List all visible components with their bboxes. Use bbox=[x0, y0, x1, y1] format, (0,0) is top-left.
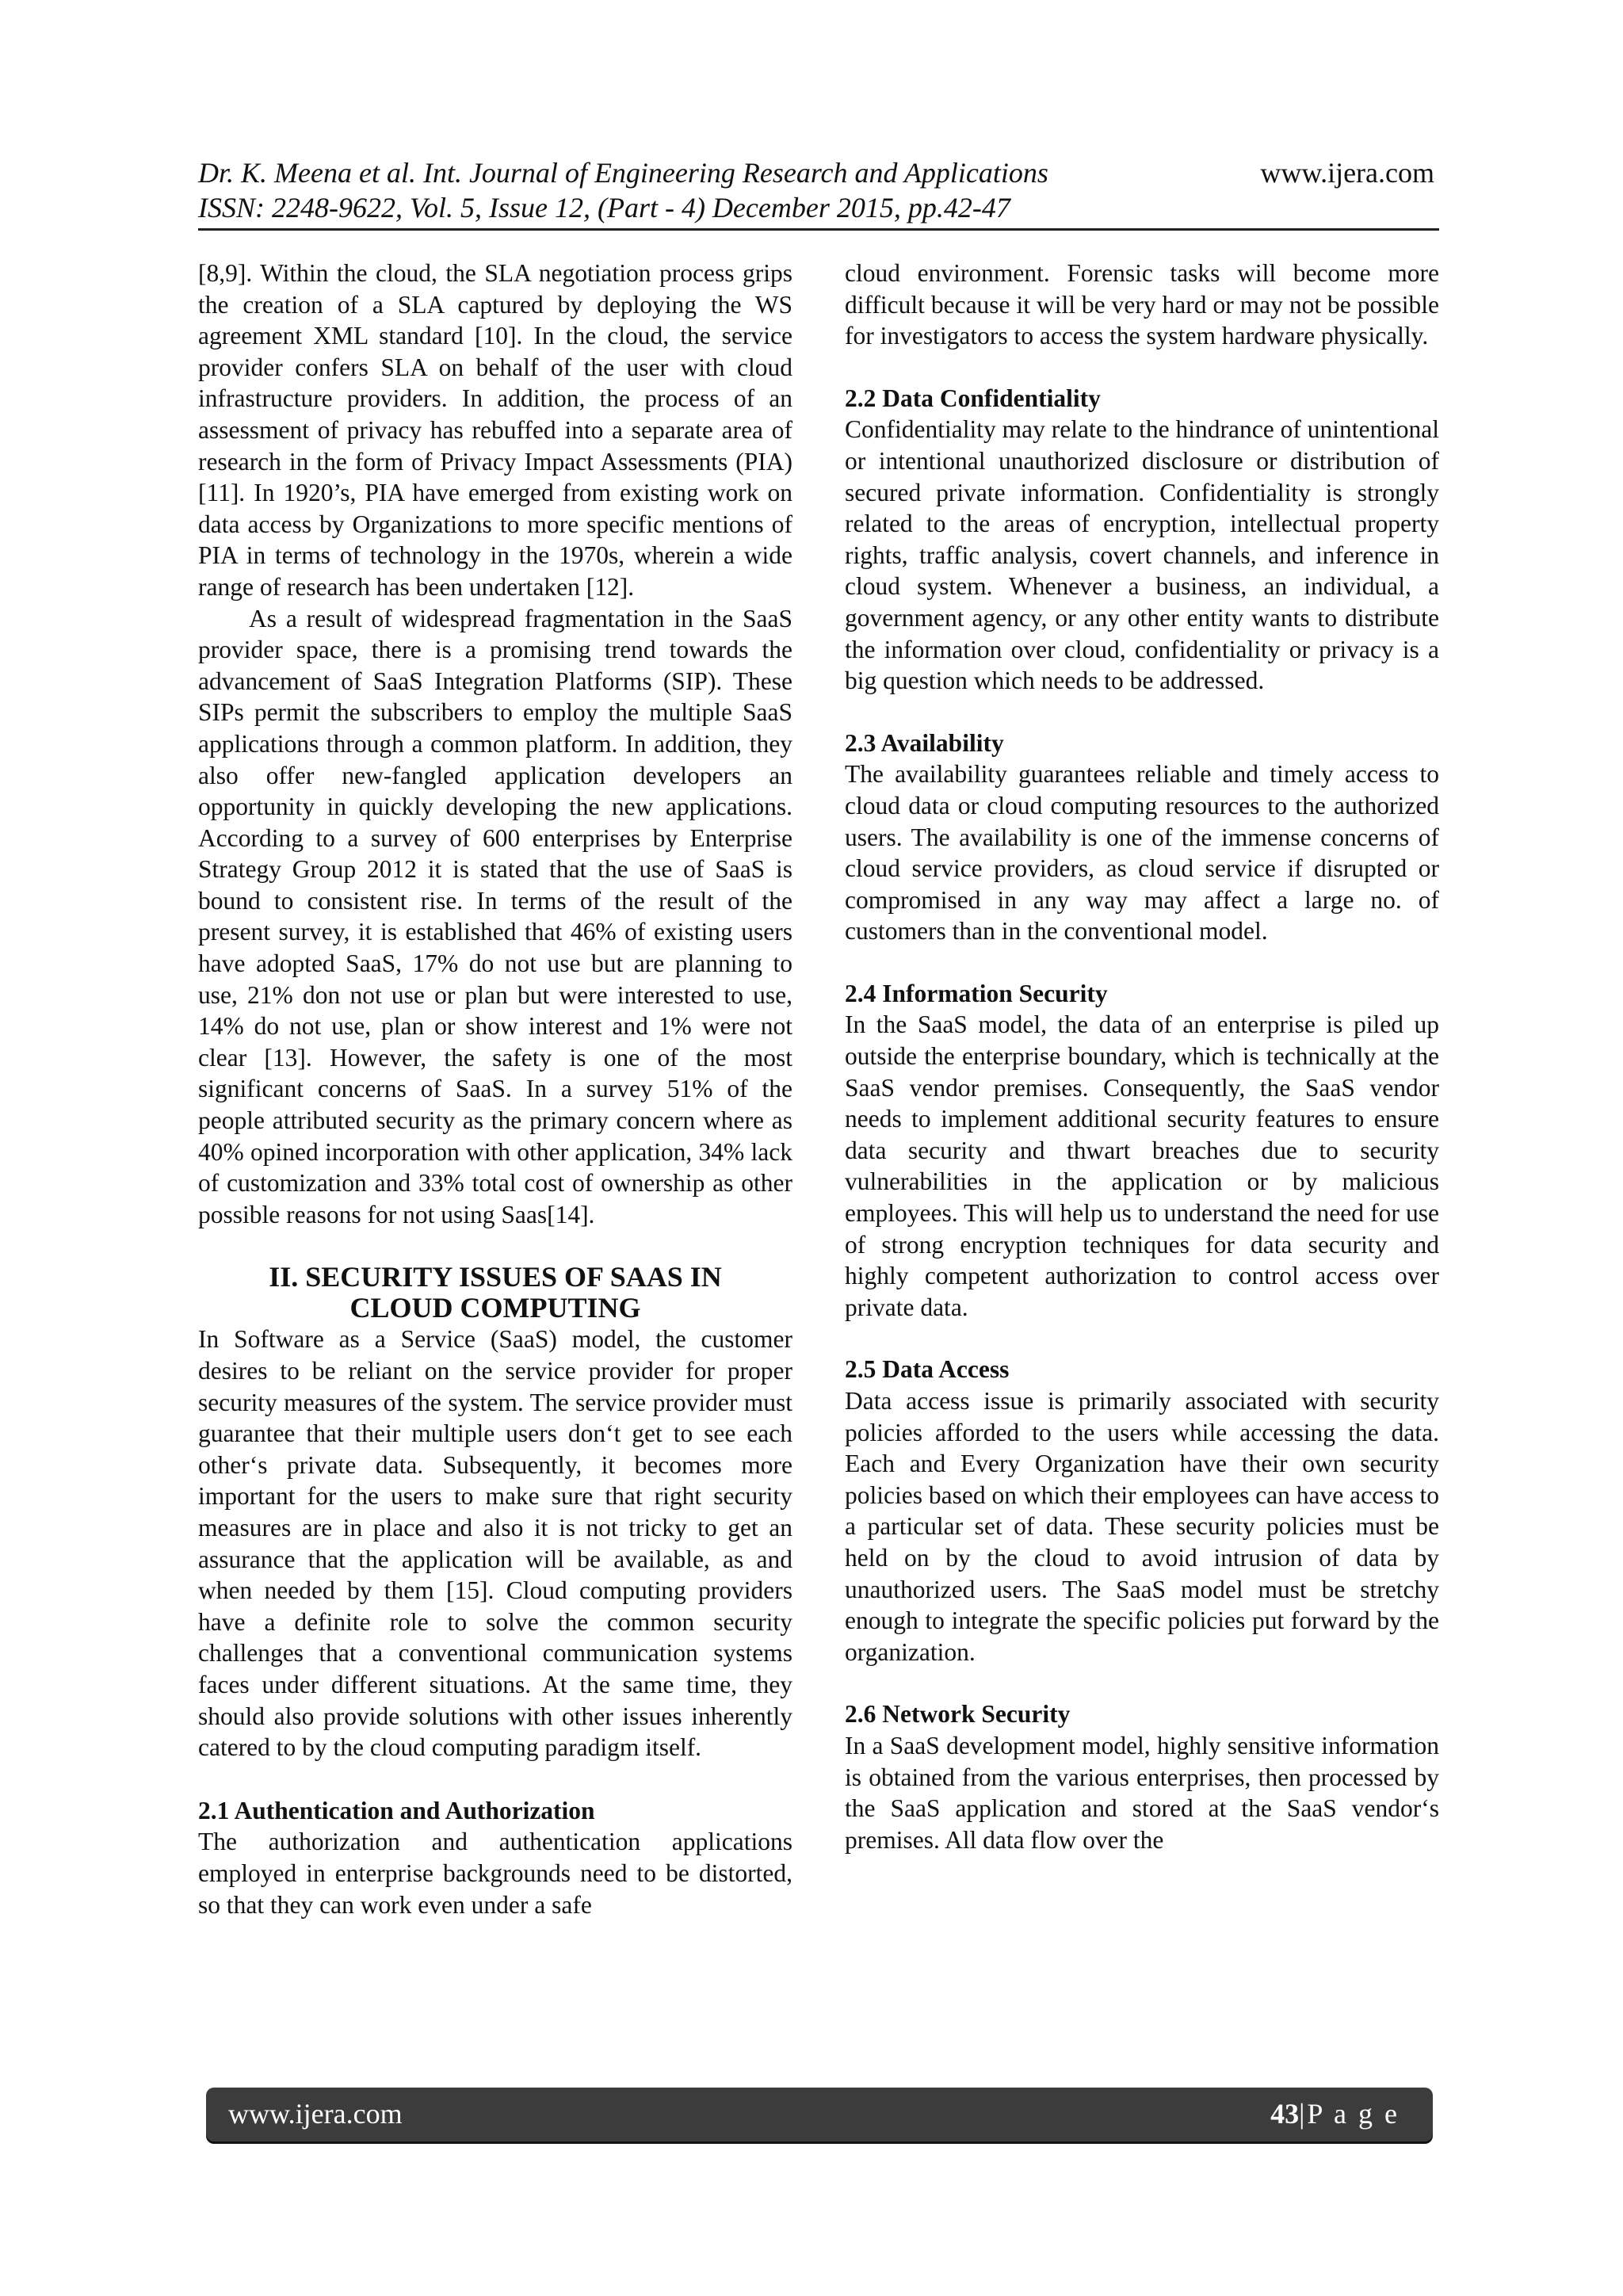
subheading-data-access: 2.5 Data Access bbox=[845, 1355, 1010, 1384]
paragraph-authentication: The authorization and authentication applications employed in enterprise backgrounds need to be distorted, so that they can work even under a safe bbox=[198, 1828, 792, 1919]
page-label: |P a g e bbox=[1299, 2098, 1400, 2130]
header-journal-line: Dr. K. Meena et al. Int. Journal of Engineering Research and Applications bbox=[198, 157, 1048, 189]
header-website: www.ijera.com bbox=[1260, 157, 1434, 189]
right-column bbox=[845, 258, 1439, 1855]
subheading-availability: 2.3 Availability bbox=[845, 728, 1004, 757]
section-heading-security-issues bbox=[198, 1262, 792, 1324]
subheading-information-security: 2.4 Information Security bbox=[845, 979, 1108, 1007]
footer-page-number bbox=[1270, 2097, 1400, 2130]
paragraph-information-security: In the SaaS model, the data of an enterprise is piled up outside the enterprise boundary, which is technically at the SaaS vendor premises. Consequently, the SaaS vendor needs to implement additional security features to ensure data security and thwart breaches due to security vulnerabilities in the application or by malicious employees. This will help us to understand the need for use of strong encryption techniques for data security and highly competent authorization to control access over private data. bbox=[845, 1010, 1439, 1321]
page-footer bbox=[206, 2088, 1433, 2141]
header-issn-line: ISSN: 2248-9622, Vol. 5, Issue 12, (Part - 4) December 2015, pp.42-47 bbox=[198, 192, 1010, 223]
paragraph-forensic: cloud environment. Forensic tasks will become more difficult because it will be very hard or may not be possible for investigators to access the system hardware physically. bbox=[845, 259, 1439, 350]
paragraph-saas-model: In Software as a Service (SaaS) model, the customer desires to be reliant on the service provider for proper security measures of the system. The service provider must guarantee that their multiple users don‘t get to see each other‘s private data. Subsequently, it becomes more important for the users to make sure that right security measures are in place and also it is not tricky to get an assurance that the application will be available, as and when needed by them [15]. Cloud computing providers have a definite role to solve the common security challenges that a conventional communication systems faces under different situations. At the same time, they should also provide solutions with other issues inherently catered to by the cloud computing paradigm itself. bbox=[198, 1325, 792, 1762]
paragraph-network-security: In a SaaS development model, highly sensitive information is obtained from the various enterprises, then processed by the SaaS application and stored at the SaaS vendor‘s premises. All data flow over the bbox=[845, 1731, 1439, 1854]
subheading-network-security: 2.6 Network Security bbox=[845, 1700, 1071, 1729]
page-number: 43 bbox=[1270, 2098, 1300, 2130]
running-header bbox=[198, 155, 1439, 231]
paragraph-sip-survey: As a result of widespread fragmentation in the SaaS provider space, there is a promising trend towards the advancement of SaaS Integration Platforms (SIP). These SIPs permit the subscribers to employ the multiple SaaS applications through a common platform. In addition, they also offer new-fangled application developers an opportunity in quickly developing the new applications. According to a survey of 600 enterprises by Enterprise Strategy Group 2012 it is stated that the use of SaaS is bound to consistent rise. In terms of the result of the present survey, it is established that 46% of existing users have adopted SaaS, 17% do not use but are planning to use, 21% don not use or plan but were interested to use, 14% do not use, plan or show interest and 1% were not clear [13]. However, the safety is one of the most significant concerns of SaaS. In a survey 51% of the people attributed security as the primary concern where as 40% opined incorporation with other application, 34% lack of customization and 33% total cost of ownership as other possible reasons for not using Saas[14]. bbox=[198, 604, 792, 1228]
section-heading-line1: II. SECURITY ISSUES OF SAAS IN bbox=[269, 1261, 722, 1293]
paragraph-sla: [8,9]. Within the cloud, the SLA negotiation process grips the creation of a SLA captured by deploying the WS agreement XML standard [10]. In the cloud, the service provider confers SLA on behalf of the user with cloud infrastructure providers. In addition, the process of an assessment of privacy has rebuffed into a separate area of research in the form of Privacy Impact Assessments (PIA) [11]. In 1920’s, PIA have emerged from existing work on data access by Organizations to more specific mentions of PIA in terms of technology in the 1970s, wherein a wide range of research has been undertaken [12]. bbox=[198, 259, 792, 601]
left-column bbox=[198, 258, 792, 1920]
paragraph-availability: The availability guarantees reliable and timely access to cloud data or cloud computing resources to the authorized users. The availability is one of the immense concerns of cloud service providers, as cloud service if disrupted or compromised in any way may affect a large no. of customers than in the conventional model. bbox=[845, 760, 1439, 946]
paragraph-data-access: Data access issue is primarily associated with security policies afforded to the users while accessing the data. Each and Every Organization have their own security policies based on which their employees can have access to a particular set of data. These security policies must be held on by the cloud to avoid intrusion of data by unauthorized users. The SaaS model must be stretchy enough to integrate the specific policies put forward by the organization. bbox=[845, 1387, 1439, 1666]
subheading-data-confidentiality: 2.2 Data Confidentiality bbox=[845, 384, 1101, 412]
footer-website: www.ijera.com bbox=[228, 2098, 403, 2130]
subheading-authentication: 2.1 Authentication and Authorization bbox=[198, 1796, 595, 1824]
paragraph-data-confidentiality: Confidentiality may relate to the hindrance of unintentional or intentional unauthorized disclosure or distribution of secured private information. Confidentiality is strongly related to the areas of encryption, intellectual property rights, traffic analysis, covert channels, and inference in cloud system. Whenever a business, an individual, a government agency, or any other entity wants to distribute the information over cloud, confidentiality or privacy is a big question which needs to be addressed. bbox=[845, 415, 1439, 695]
section-heading-line2: CLOUD COMPUTING bbox=[349, 1292, 641, 1324]
